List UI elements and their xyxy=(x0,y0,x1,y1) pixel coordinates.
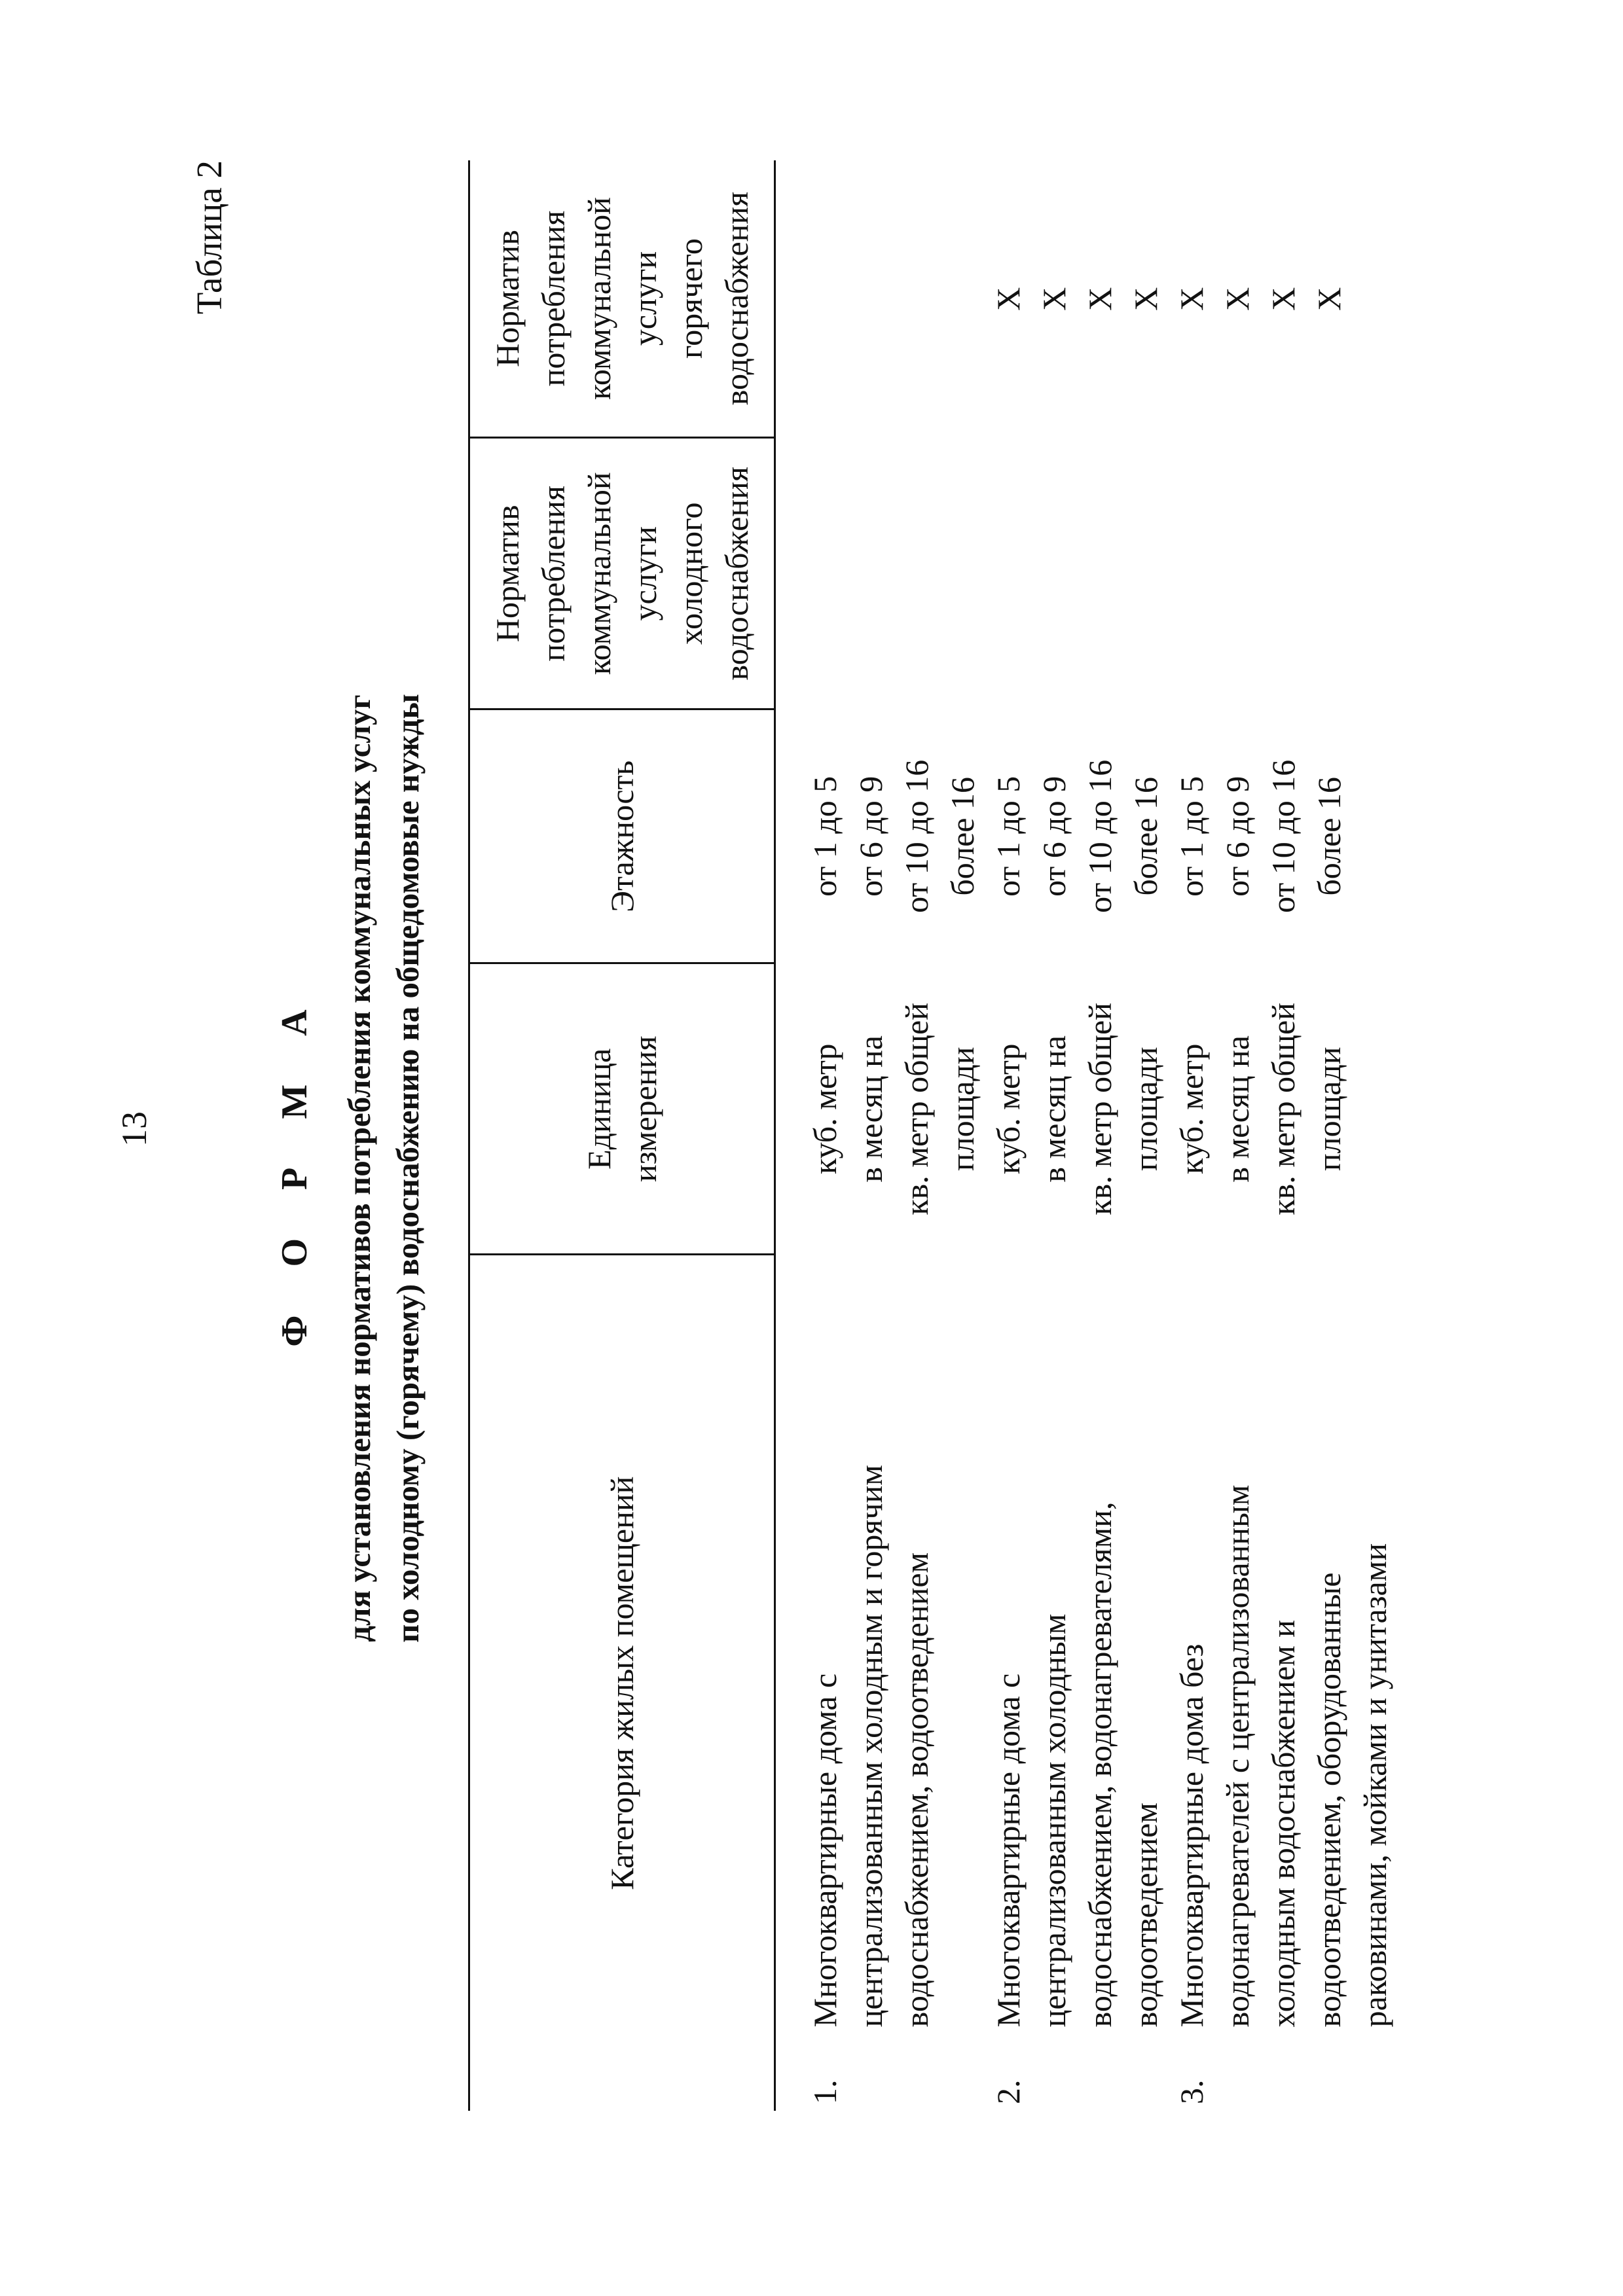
floor-range: от 1 до 5 xyxy=(990,776,1027,897)
row-floors xyxy=(775,709,986,963)
row-category xyxy=(985,1255,1169,2034)
row-hot-norm xyxy=(985,160,1169,438)
header-category: Категория жилых помещений xyxy=(469,1255,775,2111)
header-hot-line: Норматив xyxy=(489,230,526,367)
floor-range: более 16 xyxy=(944,777,981,896)
not-applicable-mark: X xyxy=(1219,287,1256,311)
not-applicable-mark: X xyxy=(1173,287,1210,311)
header-cold-line: коммунальной xyxy=(581,472,617,675)
header-hot-line: водоснабжения xyxy=(718,191,755,406)
table-row xyxy=(985,160,1169,2111)
page-number: 13 xyxy=(115,1111,154,1147)
form-subtitle xyxy=(335,160,432,2176)
unit-line: кв. метр общей xyxy=(898,1003,935,1215)
floor-range: от 1 до 5 xyxy=(1173,776,1210,897)
floor-range: более 16 xyxy=(1311,777,1347,896)
table-row xyxy=(775,160,986,2111)
table-header-row xyxy=(469,160,775,2111)
category-line: водоснабжением, водонагревателями, xyxy=(1082,1501,1118,2028)
header-hot xyxy=(469,160,775,438)
header-unit-line: Единица xyxy=(581,1048,617,1170)
row-cold-norm xyxy=(985,438,1169,709)
category-line: Многоквартирные дома с xyxy=(990,1673,1027,2028)
header-unit xyxy=(469,963,775,1255)
row-hot-norm xyxy=(1169,160,1398,438)
header-cold xyxy=(469,438,775,709)
floor-range: от 10 до 16 xyxy=(1082,759,1118,913)
unit-line: площади xyxy=(944,1047,981,1172)
unit-line: куб. метр xyxy=(990,1043,1027,1175)
floor-range: от 10 до 16 xyxy=(1265,759,1302,913)
header-cold-line: потребления xyxy=(535,485,572,662)
category-line: Многоквартирные дома с xyxy=(807,1673,843,2028)
table-label: Таблица 2 xyxy=(189,160,229,315)
row-category xyxy=(1169,1255,1398,2034)
row-cold-norm xyxy=(775,438,986,709)
category-line: холодным водоснабжением и xyxy=(1265,1619,1302,2028)
not-applicable-mark: X xyxy=(1127,287,1164,311)
not-applicable-mark: X xyxy=(1265,287,1302,311)
not-applicable-mark: X xyxy=(990,287,1027,311)
form-title: Ф О Р М А xyxy=(274,990,315,1347)
floor-range: от 10 до 16 xyxy=(898,759,935,913)
floor-range: от 6 до 9 xyxy=(852,776,889,897)
category-line: водоснабжением, водоотведением xyxy=(898,1552,935,2028)
norms-table xyxy=(468,160,1398,2111)
unit-line: в месяц на xyxy=(1036,1035,1072,1183)
unit-line: кв. метр общей xyxy=(1265,1003,1302,1215)
row-number: 3. xyxy=(1173,2079,1210,2104)
category-line: раковинами, мойками и унитазами xyxy=(1357,1543,1393,2028)
not-applicable-mark: X xyxy=(1036,287,1072,311)
header-cold-line: Норматив xyxy=(489,505,526,643)
category-line: централизованным холодным xyxy=(1036,1613,1072,2028)
category-line: централизованным холодным и горячим xyxy=(852,1465,889,2028)
header-hot-line: горячего xyxy=(672,238,709,359)
floor-range: от 6 до 9 xyxy=(1036,776,1072,897)
row-floors xyxy=(985,709,1169,963)
row-number: 1. xyxy=(807,2079,843,2104)
floor-range: более 16 xyxy=(1127,777,1164,896)
category-line: водоотведением, оборудованные xyxy=(1311,1572,1347,2028)
header-cold-line: холодного xyxy=(672,502,709,645)
subtitle-line: для установления нормативов потребления коммунальных услуг xyxy=(341,694,377,1642)
rotated-form-area xyxy=(190,160,1499,2176)
unit-line: в месяц на xyxy=(1219,1035,1256,1183)
header-floors: Этажность xyxy=(469,709,775,963)
row-unit xyxy=(775,963,986,1255)
row-floors xyxy=(1169,709,1398,963)
table-row xyxy=(1169,160,1398,2111)
header-cold-line: водоснабжения xyxy=(718,467,755,681)
header-hot-line: потребления xyxy=(535,210,572,387)
category-line: водонагревателей с централизованным xyxy=(1219,1484,1256,2028)
floor-range: от 6 до 9 xyxy=(1219,776,1256,897)
row-unit xyxy=(1169,963,1398,1255)
row-cold-norm xyxy=(1169,438,1398,709)
category-line: водоотведением xyxy=(1127,1803,1164,2028)
header-cold-line: услуги xyxy=(627,526,663,621)
category-line: Многоквартирные дома без xyxy=(1173,1643,1210,2028)
header-unit-line: измерения xyxy=(627,1035,663,1182)
floor-range: от 1 до 5 xyxy=(807,776,843,897)
unit-line: площади xyxy=(1311,1047,1347,1172)
unit-line: куб. метр xyxy=(1173,1043,1210,1175)
not-applicable-mark: X xyxy=(1311,287,1347,311)
unit-line: в месяц на xyxy=(852,1035,889,1183)
subtitle-line: по холодному (горячему) водоснабжению на общедомовые нужды xyxy=(390,694,426,1643)
row-number: 2. xyxy=(990,2079,1027,2104)
header-hot-line: услуги xyxy=(627,251,663,346)
unit-line: кв. метр общей xyxy=(1082,1003,1118,1215)
unit-line: куб. метр xyxy=(807,1043,843,1175)
header-hot-line: коммунальной xyxy=(581,197,617,400)
row-category xyxy=(775,1255,986,2034)
row-hot-norm xyxy=(775,160,986,438)
unit-line: площади xyxy=(1127,1047,1164,1172)
not-applicable-mark: X xyxy=(1082,287,1118,311)
row-unit xyxy=(985,963,1169,1255)
